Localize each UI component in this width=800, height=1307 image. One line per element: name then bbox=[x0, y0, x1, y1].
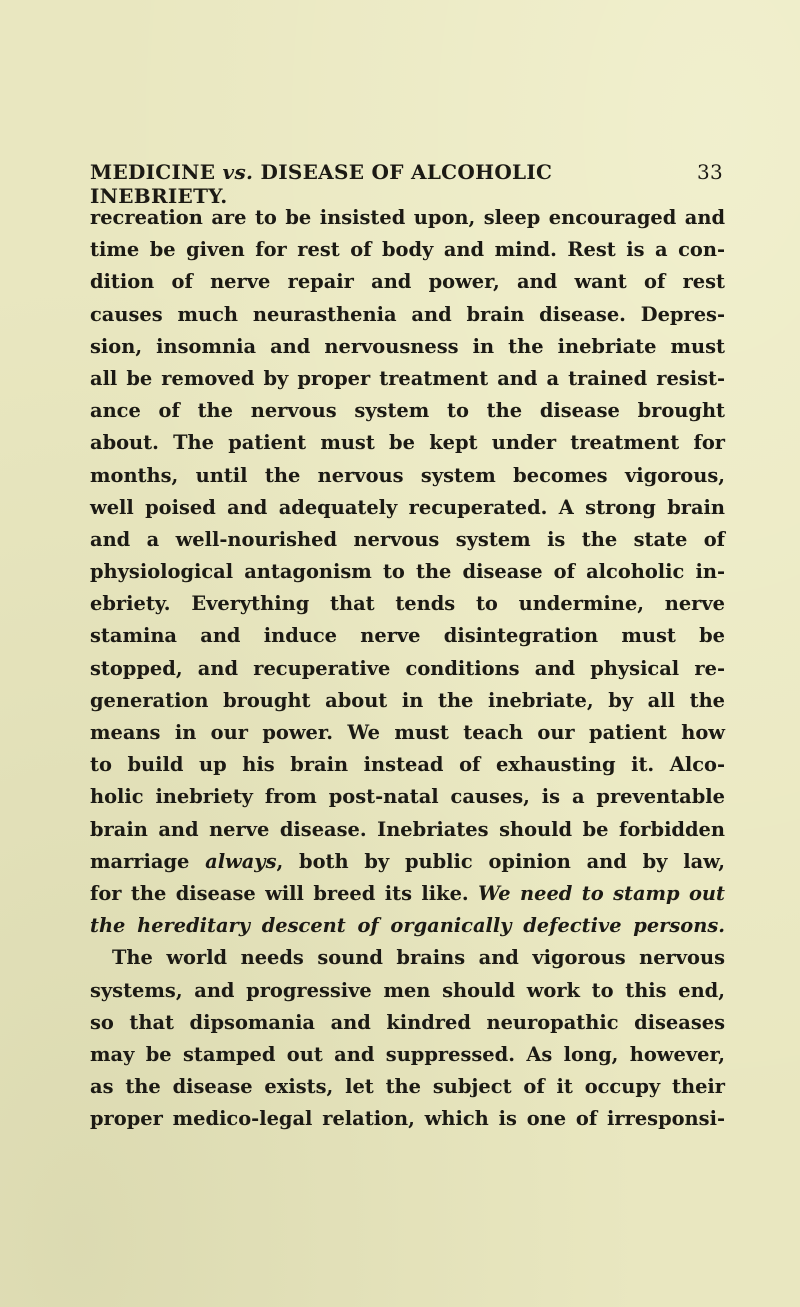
running-head-title bbox=[90, 160, 697, 208]
running-head bbox=[90, 160, 723, 208]
text-segment: , both by public opinion and by law, bbox=[276, 849, 725, 873]
text-segment: so that dipsomania and kindred neuropathic diseases bbox=[90, 1010, 725, 1034]
text-segment: may be stamped out and suppressed. As long, however, bbox=[90, 1042, 725, 1066]
text-line bbox=[90, 717, 725, 749]
text-line bbox=[90, 1039, 725, 1071]
text-segment: causes much neurasthenia and brain disease. Depres- bbox=[90, 302, 725, 326]
text-segment: generation brought about in the inebriate, by all the bbox=[90, 688, 725, 712]
text-segment: all be removed by proper treatment and a trained resist- bbox=[90, 366, 725, 390]
text-line bbox=[90, 878, 725, 910]
text-segment: dition of nerve repair and power, and want of rest bbox=[90, 270, 725, 294]
text-line bbox=[90, 814, 725, 846]
text-line bbox=[90, 588, 725, 620]
text-line bbox=[90, 1103, 725, 1135]
text-line bbox=[90, 1007, 725, 1039]
text-line bbox=[90, 524, 725, 556]
text-line bbox=[90, 749, 725, 781]
text-segment: time be given for rest of body and mind. Rest is a con- bbox=[90, 238, 725, 262]
text-line bbox=[90, 331, 725, 363]
italic-text: the hereditary descent of organically defective persons. bbox=[90, 914, 725, 938]
text-segment: and a well-nourished nervous system is the state of bbox=[90, 527, 725, 551]
text-segment: The world needs sound brains and vigorous nervous bbox=[112, 946, 725, 970]
text-line bbox=[90, 492, 725, 524]
text-segment: means in our power. We must teach our patient how bbox=[90, 721, 725, 744]
text-segment: physiological antagonism to the disease of alcoholic in- bbox=[90, 560, 725, 584]
text-line bbox=[90, 846, 725, 878]
text-segment: months, until the nervous system becomes vigorous, bbox=[90, 463, 725, 487]
text-segment: stopped, and recuperative conditions and physical re- bbox=[90, 656, 725, 680]
text-line bbox=[90, 910, 725, 942]
text-line bbox=[90, 460, 725, 492]
text-line bbox=[90, 620, 725, 652]
text-segment: ebriety. Everything that tends to undermine, nerve bbox=[90, 592, 725, 616]
text-segment: holic inebriety from post-natal causes, is a preventable bbox=[90, 785, 725, 809]
text-segment: well poised and adequately recuperated. A strong brain bbox=[90, 495, 725, 519]
text-segment: recreation are to be insisted upon, sleep encouraged and bbox=[90, 206, 725, 229]
text-segment: stamina and induce nerve disintegration must be bbox=[90, 624, 725, 648]
body-paragraphs bbox=[90, 202, 725, 1135]
text-segment: marriage bbox=[90, 849, 206, 873]
text-line bbox=[90, 427, 725, 459]
text-segment: sion, insomnia and nervousness in the inebriate must bbox=[90, 334, 725, 358]
text-line bbox=[90, 395, 725, 427]
text-line bbox=[90, 363, 725, 395]
text-line bbox=[90, 234, 725, 266]
page-number: 33 bbox=[696, 160, 723, 184]
italic-text: always bbox=[205, 849, 277, 873]
running-head-title-vs: vs. bbox=[222, 160, 254, 184]
italic-text: We need to stamp out bbox=[478, 881, 725, 905]
text-line bbox=[90, 942, 725, 974]
text-segment: systems, and progressive men should work to this end, bbox=[90, 978, 725, 1002]
text-segment: as the disease exists, let the subject of it occupy their bbox=[90, 1075, 725, 1099]
text-segment: proper medico-legal relation, which is one of irresponsi- bbox=[90, 1107, 725, 1131]
text-line bbox=[90, 653, 725, 685]
text-segment: for the disease will breed its like. bbox=[90, 881, 479, 905]
text-segment: ance of the nervous system to the disease brought bbox=[90, 399, 725, 423]
running-head-title-part1: MEDICINE bbox=[90, 160, 223, 184]
text-segment: about. The patient must be kept under treatment for bbox=[90, 431, 725, 455]
text-segment: to build up his brain instead of exhausting it. Alco- bbox=[90, 753, 725, 777]
text-line bbox=[90, 975, 725, 1007]
text-segment: brain and nerve disease. Inebriates should be forbidden bbox=[90, 817, 725, 841]
running-head-title-part2: DISEASE OF ALCOHOLIC INEBRIETY. bbox=[90, 160, 553, 208]
text-line bbox=[90, 202, 725, 234]
text-line bbox=[90, 299, 725, 331]
text-line bbox=[90, 266, 725, 298]
text-line bbox=[90, 556, 725, 588]
text-line bbox=[90, 781, 725, 813]
text-line bbox=[90, 1071, 725, 1103]
text-line bbox=[90, 685, 725, 717]
